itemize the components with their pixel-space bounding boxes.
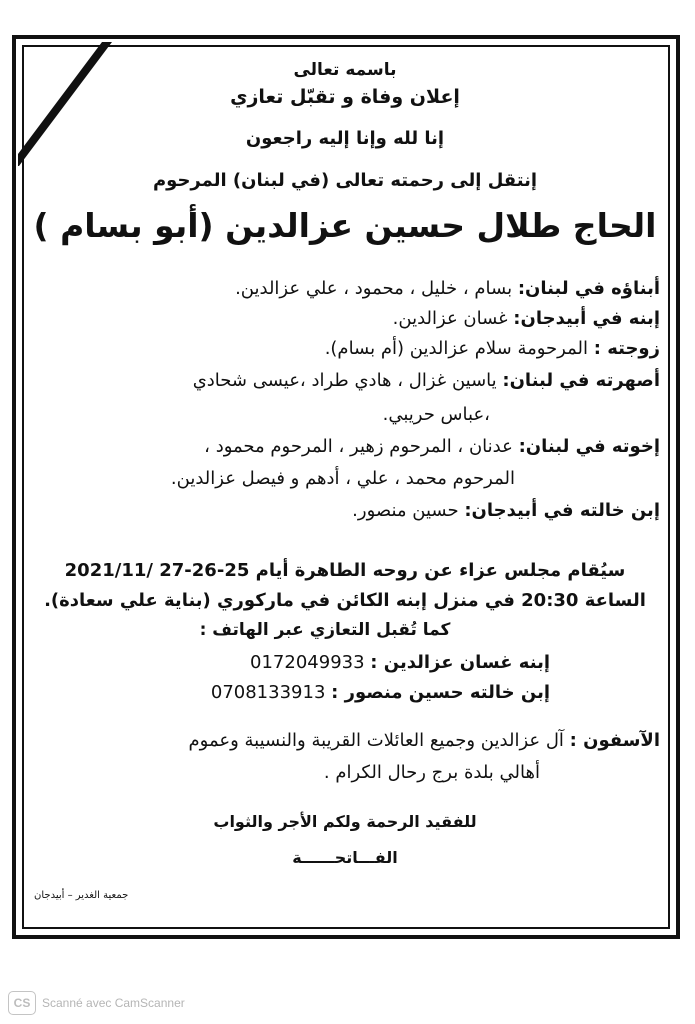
phone-2-label: إبن خالته حسين منصور :	[331, 682, 550, 703]
ceremony-dates	[30, 560, 660, 581]
inlaws-continued: ،عباس حريبي.	[382, 404, 490, 425]
quran-verse: إنا لله وإنا إليه راجعون	[245, 128, 445, 149]
phone-2-number: 0708133913	[210, 682, 326, 703]
brothers-label: إخوته في لبنان:	[518, 436, 660, 457]
cousin	[30, 500, 660, 521]
basmala: باسمه تعالى	[293, 60, 397, 80]
mourners-continued: أهالي بلدة برج رحال الكرام .	[323, 762, 540, 783]
sons-lebanon-value: بسام ، خليل ، محمود ، علي عزالدين.	[235, 278, 518, 299]
camscanner-watermark	[8, 990, 185, 1016]
deceased-name: الحاج طلال حسين عزالدين (أبو بسام )	[33, 206, 657, 245]
brothers	[30, 436, 660, 457]
sons-lebanon	[30, 278, 660, 299]
phone-1-label: إبنه غسان عزالدين :	[370, 652, 550, 673]
inlaws-label: أصهرته في لبنان:	[502, 370, 660, 391]
cousin-label: إبن خالته في أبيدجان:	[464, 500, 660, 521]
transfer-line: إنتقل إلى رحمته تعالى (في لبنان) المرحوم	[152, 170, 538, 191]
sons-lebanon-label: أبناؤه في لبنان:	[517, 278, 660, 299]
son-abidjan	[30, 308, 660, 329]
camscanner-text: Scanné avec CamScanner	[42, 996, 185, 1010]
phone-intro: كما تُقبل التعازي عبر الهاتف :	[199, 620, 451, 640]
inlaws-value-1: ياسين غزال ، هادي طراد ،عيسى شحادي	[192, 370, 503, 391]
wife-value: المرحومة سلام عزالدين (أم بسام).	[324, 338, 594, 359]
phone-1-number: 0172049933	[250, 652, 365, 673]
association-note: جمعية الغدير – أبيدجان	[34, 890, 129, 901]
wife-label: زوجته :	[593, 338, 660, 359]
phone-2	[30, 682, 550, 703]
wife	[30, 338, 660, 359]
ceremony-place	[30, 590, 660, 611]
cousin-value: حسين منصور.	[352, 500, 465, 521]
ceremony-line-1: سيُقام مجلس عزاء عن روحه الطاهرة أيام 25-26-27 /2021/11	[64, 560, 626, 581]
mourners-value-1: آل عزالدين وجميع العائلات القريبة والنسيبة وعموم	[188, 730, 570, 751]
son-abidjan-label: إبنه في أبيدجان:	[513, 308, 660, 329]
mourners-label: الآسفون :	[569, 730, 660, 751]
ceremony-line-2: الساعة 20:30 في منزل إبنه الكائن في ماركوري (بناية علي سعادة).	[44, 590, 646, 611]
brothers-continued: المرحوم محمد ، علي ، أدهم و فيصل عزالدين.	[170, 468, 515, 489]
phone-1	[30, 652, 550, 673]
camscanner-logo-icon: CS	[8, 991, 36, 1015]
mourners	[30, 730, 660, 751]
brothers-value-1: عدنان ، المرحوم زهير ، المرحوم محمود ،	[204, 436, 519, 457]
closing-prayer: للفقيد الرحمة ولكم الأجر والثواب	[213, 812, 477, 831]
son-abidjan-value: غسان عزالدين.	[392, 308, 514, 329]
announcement-title: إعلان وفاة و تقبّل تعازي	[230, 86, 460, 108]
fatiha: الفـــاتحــــــة	[292, 848, 398, 867]
inlaws	[30, 370, 660, 391]
